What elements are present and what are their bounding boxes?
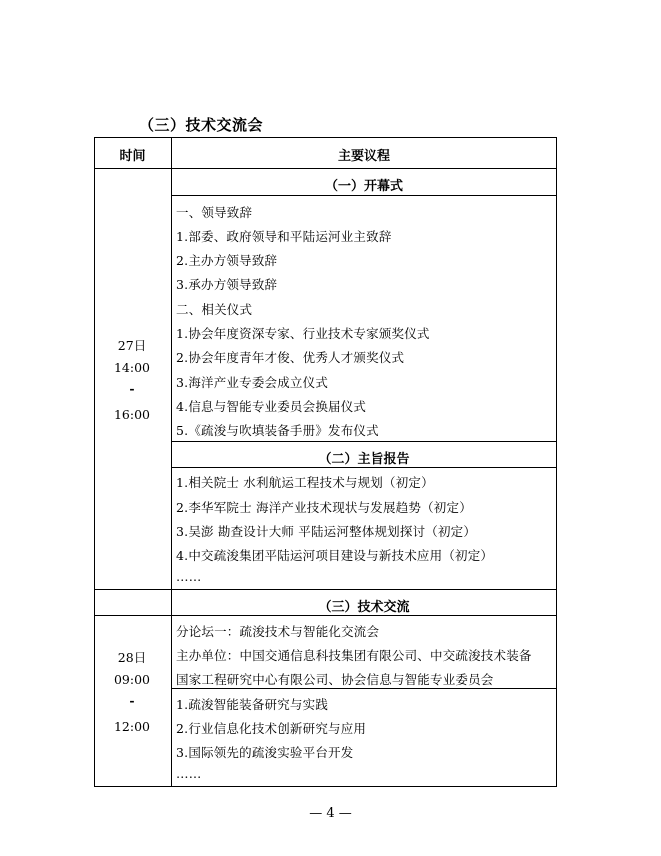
- time-start-2: 09:00: [113, 672, 151, 687]
- forum-info-line: 国家工程研究中心有限公司、协会信息与智能专业委员会: [176, 672, 494, 687]
- section-title: （三）技术交流会: [139, 116, 264, 134]
- divider-s2-top: [171, 441, 557, 442]
- header-divider: [94, 168, 557, 169]
- agenda-table: [94, 137, 556, 787]
- time-day-2: 28日: [117, 650, 147, 665]
- list-item: 4.中交疏浚集团平陆运河项目建设与新技术应用（初定）: [176, 548, 494, 563]
- list-item: 一、领导致辞: [176, 205, 253, 220]
- list-item: 4.信息与智能专业委员会换届仪式: [176, 399, 367, 414]
- time-start-1: 14:00: [113, 360, 151, 375]
- divider-forum: [171, 688, 557, 689]
- divider-row2: [94, 589, 557, 590]
- list-item: 1.相关院士 水利航运工程技术与规划（初定）: [176, 475, 434, 490]
- list-item: 3.承办方领导致辞: [176, 277, 278, 292]
- divider-s2-bottom: [171, 467, 557, 468]
- divider-s1: [171, 195, 557, 196]
- list-item: 1.疏浚智能装备研究与实践: [176, 697, 329, 712]
- list-item: 2.协会年度青年才俊、优秀人才颁奖仪式: [176, 350, 405, 365]
- page-number: — 4 —: [309, 806, 352, 821]
- list-item: 1.协会年度资深专家、行业技术专家颁奖仪式: [176, 326, 430, 341]
- list-item: 1.部委、政府领导和平陆运河业主致辞: [176, 229, 392, 244]
- header-time: 时间: [119, 149, 146, 164]
- header-agenda: 主要议程: [337, 149, 390, 164]
- list-item: 3.国际领先的疏浚实验平台开发: [176, 745, 354, 760]
- list-item: 5.《疏浚与吹填装备手册》发布仪式: [176, 423, 379, 438]
- section-keynote: （二）主旨报告: [318, 452, 410, 467]
- time-sep-2: -: [129, 693, 135, 708]
- list-item: 3.吴澎 勘查设计大师 平陆运河整体规划探讨（初定）: [176, 524, 477, 539]
- time-end-1: 16:00: [113, 407, 151, 422]
- list-item: 2.主办方领导致辞: [176, 253, 278, 268]
- list-item: 二、相关仪式: [176, 302, 253, 317]
- table-border-right: [556, 137, 557, 787]
- table-border-left: [94, 137, 95, 787]
- time-sep-1: -: [129, 381, 135, 396]
- list-item: ……: [176, 569, 202, 584]
- divider-s3: [94, 615, 557, 616]
- section-opening: （一）开幕式: [324, 179, 403, 194]
- time-end-2: 12:00: [113, 719, 151, 734]
- list-item: 2.李华军院士 海洋产业技术现状与发展趋势（初定）: [176, 500, 472, 515]
- list-item: ……: [176, 766, 202, 781]
- list-item: 2.行业信息化技术创新研究与应用: [176, 721, 367, 736]
- table-border-top: [94, 137, 557, 138]
- table-border-bottom: [94, 786, 557, 787]
- forum-info-line: 主办单位：中国交通信息科技集团有限公司、中交疏浚技术装备: [176, 648, 532, 663]
- list-item: 3.海洋产业专委会成立仪式: [176, 375, 329, 390]
- forum-info-line: 分论坛一：疏浚技术与智能化交流会: [176, 624, 380, 639]
- section-exchange: （三）技术交流: [318, 600, 410, 615]
- time-day-1: 27日: [117, 338, 147, 353]
